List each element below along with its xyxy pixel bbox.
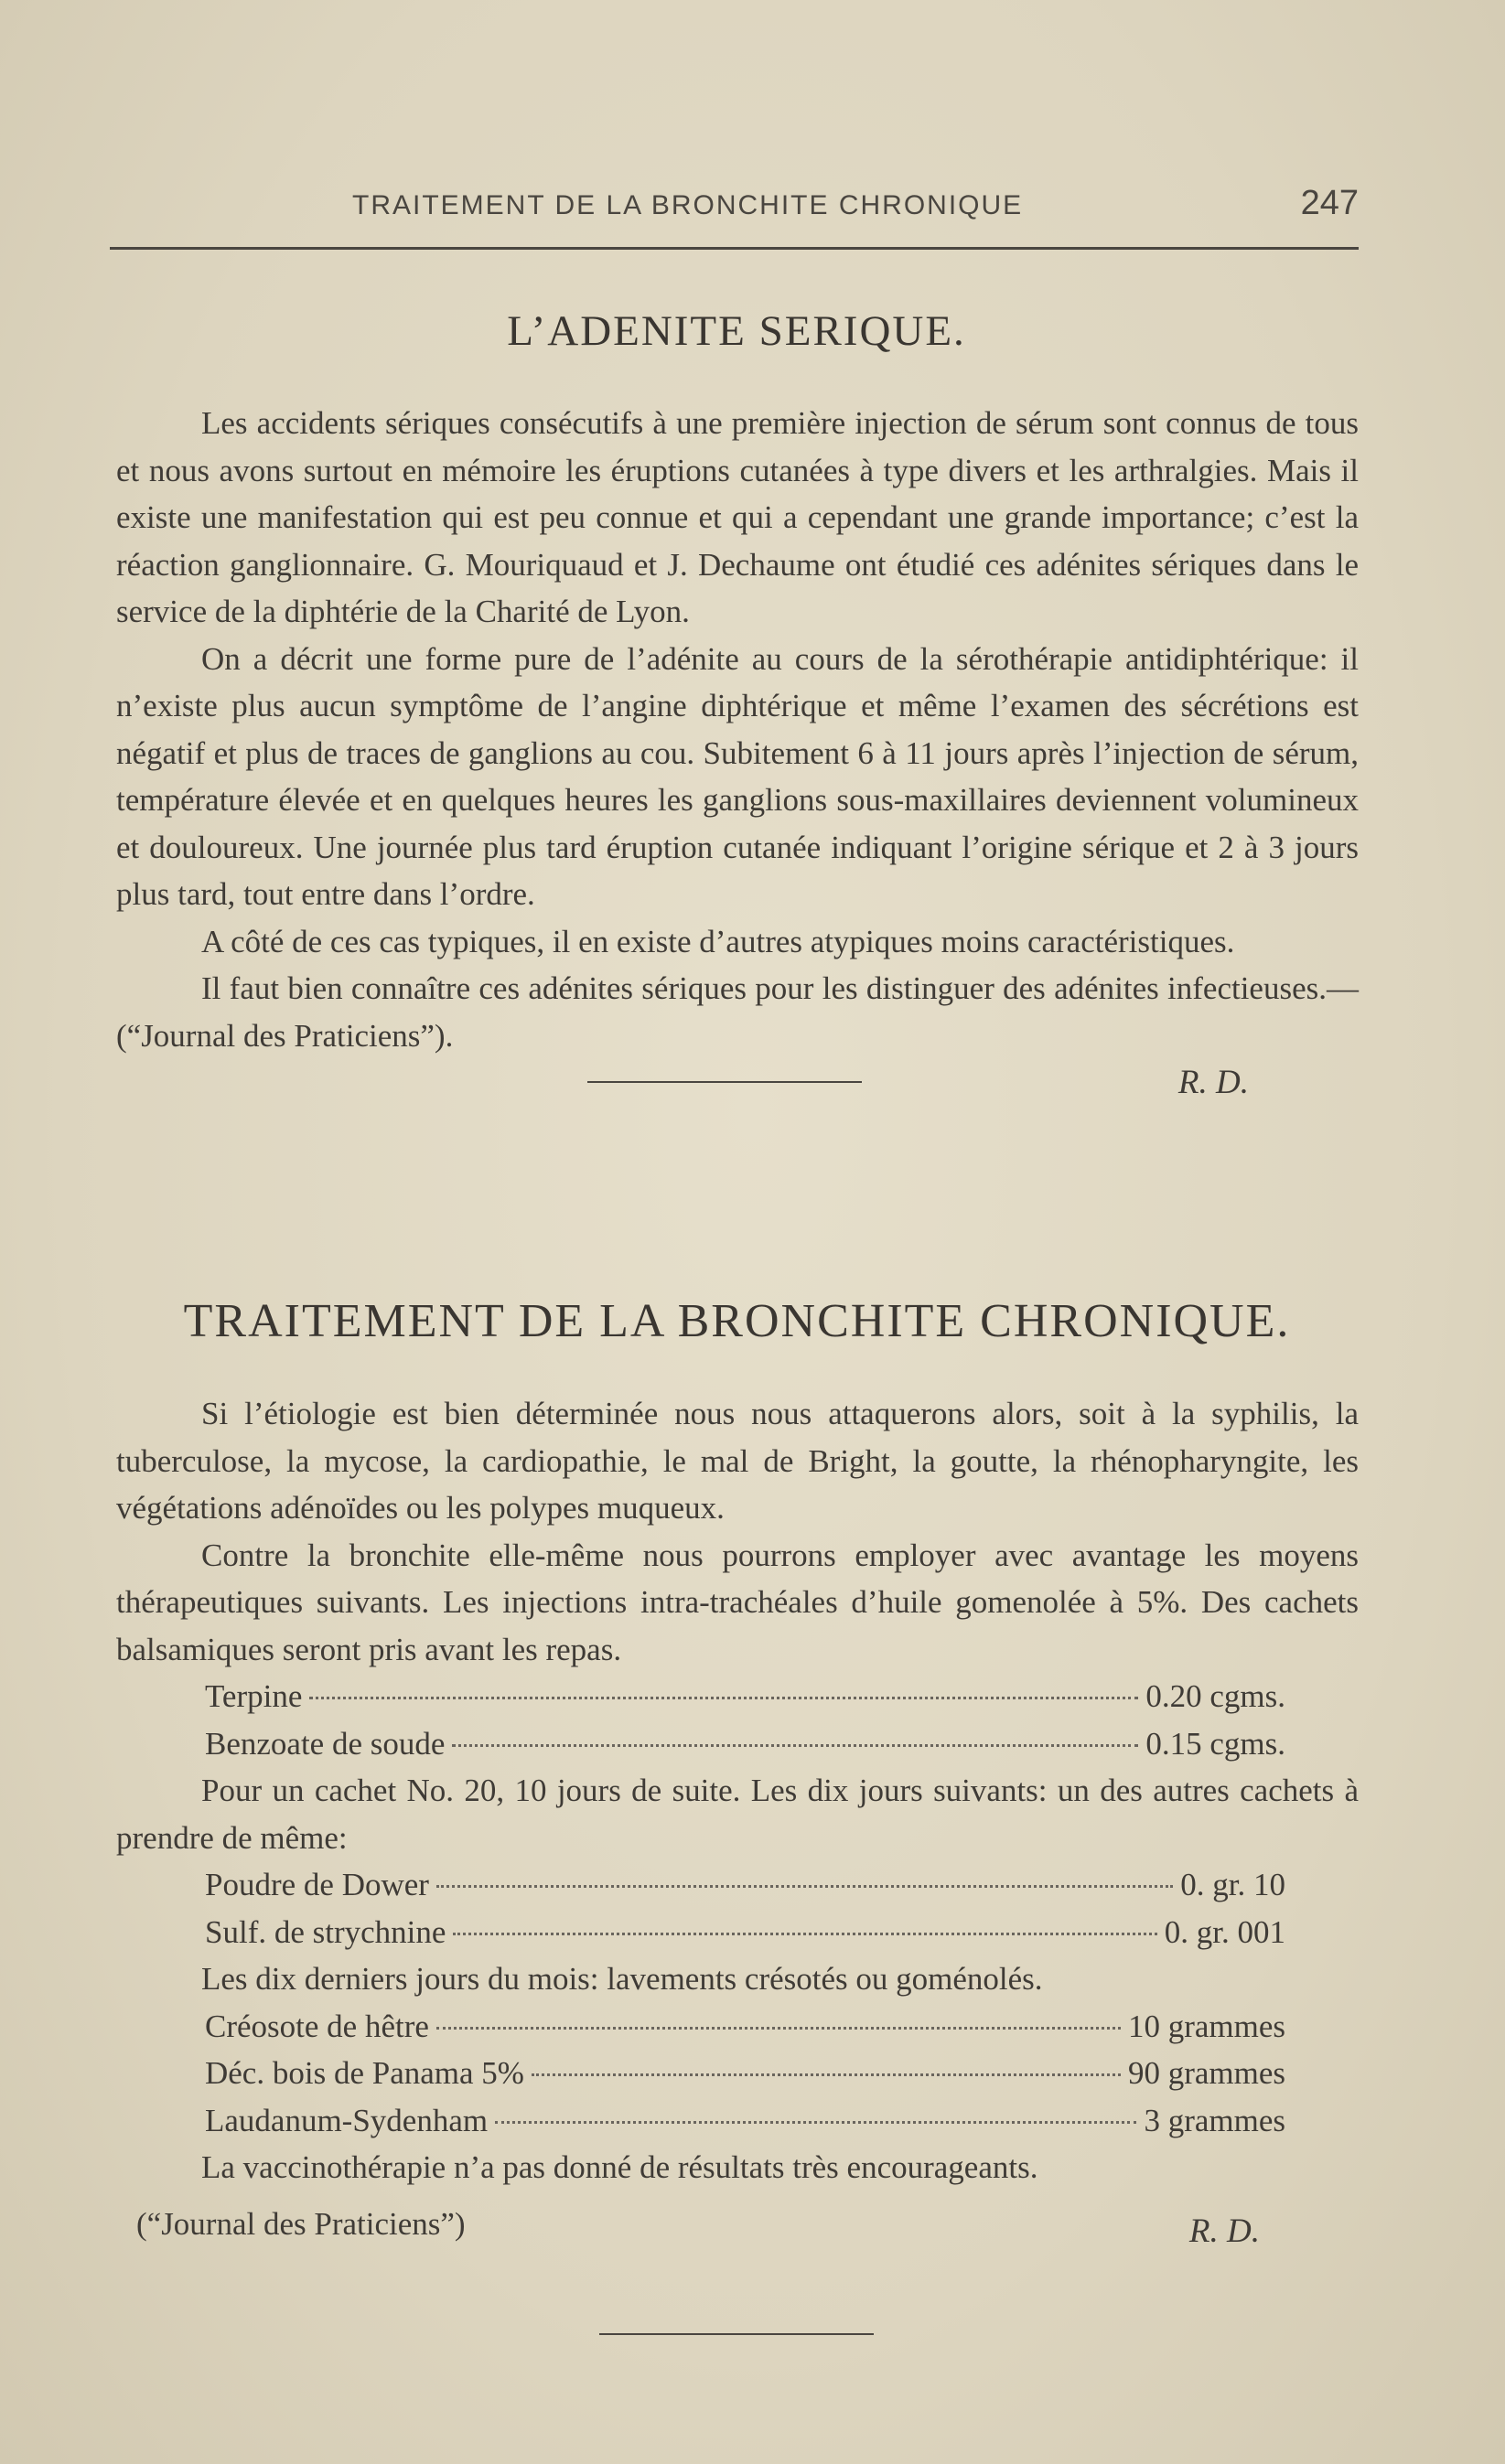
dot-leader	[436, 2027, 1121, 2030]
recipe-line	[116, 1720, 1359, 1768]
page-number: 247	[1300, 184, 1359, 222]
ingredient-name: Déc. bois de Panama 5%	[205, 2055, 524, 2091]
running-head	[114, 179, 1359, 240]
paragraph: On a décrit une forme pure de l’adénite au cours de la sérothérapie antidiphtérique: il n’existe plus aucun symptôme de l’angine diphtérique et même l’examen des sécrétions est négatif et plus de traces de ganglions au cou. Subitement 6 à 11 jours après l’injection de sérum, température élevée et en quelques heures les ganglions sous-maxillaires deviennent volumineux et douloureux. Une journée plus tard éruption cutanée indiquant l’origine sérique et 2 à 3 jours plus tard, tout entre dans l’ordre.	[116, 640, 1359, 912]
ingredient-amount: 0.20 cgms.	[1145, 1678, 1285, 1714]
signature: R. D.	[1188, 2212, 1260, 2250]
ingredient-amount: 90 grammes	[1127, 2055, 1285, 2091]
recipe-line	[116, 1909, 1359, 1956]
ingredient-amount: 10 grammes	[1127, 2008, 1285, 2044]
paragraph: A côté de ces cas typiques, il en existe d’autres atypiques moins caractéristiques.	[201, 923, 1235, 959]
ingredient-name: Terpine	[205, 1678, 303, 1714]
ingredient-name: Sulf. de strychnine	[205, 1913, 446, 1950]
dot-leader	[436, 1885, 1173, 1888]
paragraph: Si l’étiologie est bien déterminée nous nous attaquerons alors, soit à la syphilis, la tuberculose, la mycose, la cardiopathie, le mal de Bright, la goutte, la rhénopharyngite, les végétations adénoïdes ou les polypes muqueux.	[116, 1396, 1359, 1526]
source-row	[116, 2201, 1359, 2248]
article-title-bronchite: TRAITEMENT DE LA BRONCHITE CHRONIQUE.	[183, 1295, 1291, 1347]
dot-leader	[532, 2073, 1121, 2076]
paragraph: Les dix derniers jours du mois: lavements crésotés ou goménolés.	[201, 1961, 1043, 1997]
header-rule	[110, 247, 1359, 250]
signature: R. D.	[1177, 1064, 1249, 1101]
ingredient-amount: 0.15 cgms.	[1145, 1725, 1285, 1762]
separator-rule	[587, 1081, 862, 1083]
ingredient-amount: 0. gr. 001	[1164, 1913, 1285, 1950]
article-title-adenite: L’ADENITE SERIQUE.	[507, 307, 966, 355]
paragraph: Contre la bronchite elle-même nous pourrons employer avec avantage les moyens thérapeutiques suivants. Les injections intra-trachéales d’huile gomenolée à 5%. Des cachets balsamiques seront pris avant les repas.	[116, 1537, 1359, 1667]
ingredient-name: Laudanum-Sydenham	[205, 2102, 489, 2138]
signature-row	[116, 1059, 1359, 1107]
paragraph: Pour un cachet No. 20, 10 jours de suite. Les dix jours suivants: un des autres cachets à prendre de même:	[116, 1773, 1359, 1856]
article-body-adenite	[116, 400, 1359, 1107]
dot-leader	[453, 1933, 1156, 1935]
recipe-line	[116, 2050, 1359, 2097]
paragraph: La vaccinothérapie n’a pas donné de résultats très encourageants.	[201, 2149, 1038, 2185]
paragraph: Il faut bien connaître ces adénites sériques pour les distinguer des adénites infectieuses.—(“Journal des Praticiens”).	[116, 970, 1359, 1054]
article-body-bronchite	[116, 1390, 1359, 2248]
paragraph: Les accidents sériques consécutifs à une première injection de sérum sont connus de tous et nous avons surtout en mémoire les éruptions cutanées à type divers et les arthralgies. Mais il existe une manifestation qui est peu connue et qui a cependant une grande importance; c’est la réaction ganglionnaire. G. Mouriquaud et J. Dechaume ont étudié ces adénites sériques dans le service de la diphtérie de la Charité de Lyon.	[116, 405, 1359, 629]
bottom-rule	[599, 2333, 874, 2335]
recipe-line	[116, 1861, 1359, 1909]
dot-leader	[309, 1697, 1138, 1699]
recipe-line	[116, 1673, 1359, 1720]
recipe-line	[116, 2097, 1359, 2145]
ingredient-amount: 0. gr. 10	[1180, 1867, 1285, 1902]
dot-leader	[452, 1744, 1138, 1747]
running-title: TRAITEMENT DE LA BRONCHITE CHRONIQUE	[352, 190, 1024, 220]
ingredient-name: Poudre de Dower	[205, 1867, 429, 1902]
ingredient-name: Créosote de hêtre	[205, 2008, 429, 2044]
ingredient-amount: 3 grammes	[1144, 2102, 1285, 2138]
dot-leader	[495, 2121, 1136, 2124]
recipe-line	[116, 2003, 1359, 2051]
ingredient-name: Benzoate de soude	[205, 1725, 446, 1762]
source-citation: (“Journal des Praticiens”)	[136, 2205, 466, 2242]
